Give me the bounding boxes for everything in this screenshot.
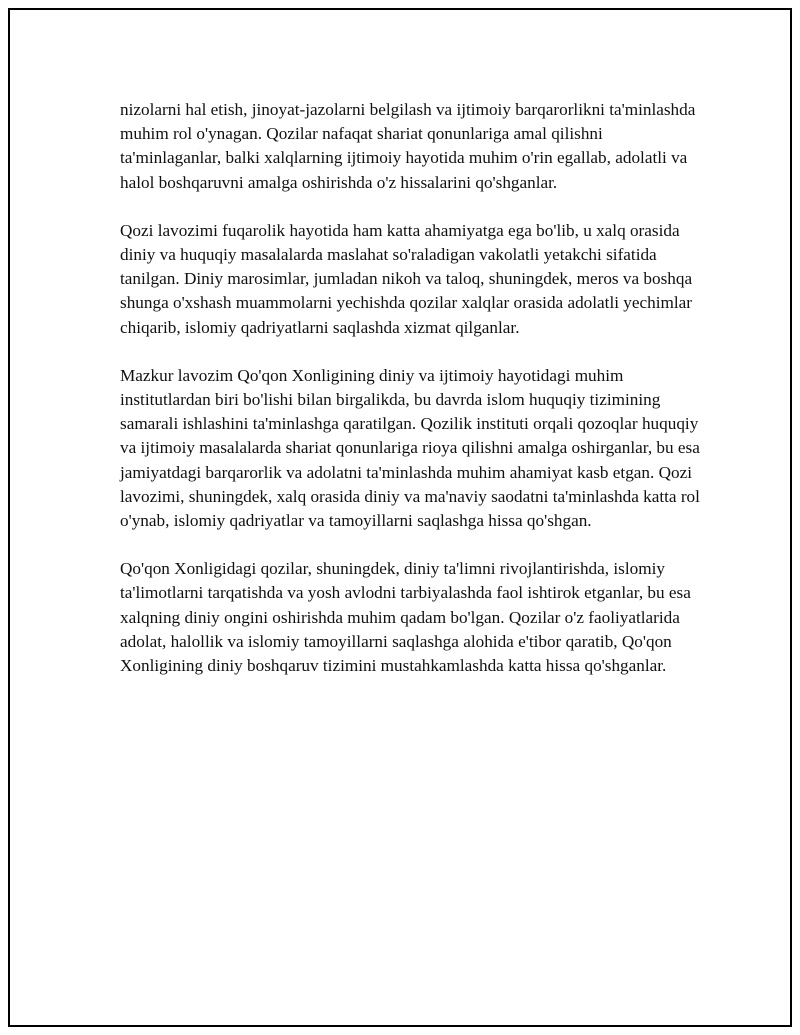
document-body (120, 98, 700, 702)
paragraph-4: Qo'qon Xonligidagi qozilar, shuningdek, diniy ta'limni rivojlantirishda, islomiy ta'limotlarni tarqatishda va yosh avlodni tarbiyalashda faol ishtirok etganlar, bu esa xalqning diniy ongini oshirishda muhim qadam bo'lgan. Qozilar o'z faoliyatlarida adolat, halollik va islomiy tamoyillarni saqlashga alohida e'tibor qaratib, Qo'qon Xonligining diniy boshqaruv tizimini mustahkamlashda katta hissa qo'shganlar. (120, 559, 691, 676)
paragraph-3: Mazkur lavozim Qo'qon Xonligining diniy va ijtimoiy hayotidagi muhim institutlardan biri bo'lishi bilan birgalikda, bu davrda islom huquqiy tizimining samarali ishlashini ta'minlashga qaratilgan. Qozilik instituti orqali qozoqlar huquqiy va ijtimoiy masalalarda shariat qonunlariga rioya qilishni amalga oshirganlar, bu esa jamiyatdagi barqarorlik va adolatni ta'minlashda muhim ahamiyat kasb etgan. Qozi lavozimi, shuningdek, xalq orasida diniy va ma'naviy saodatni ta'minlashda katta rol o'ynab, islomiy qadriyatlar va tamoyillarni saqlashga hissa qo'shgan. (120, 365, 700, 531)
document-page (8, 8, 792, 1027)
paragraph-1: nizolarni hal etish, jinoyat-jazolarni belgilash va ijtimoiy barqarorlikni ta'minlashda muhim rol o'ynagan. Qozilar nafaqat shariat qonunlariga amal qilishni ta'minlaganlar, balki xalqlarning ijtimoiy hayotida muhim o'rin egallab, adolatli va halol boshqaruvni amalga oshirishda o'z hissalarini qo'shganlar. (120, 100, 696, 192)
paragraph-2: Qozi lavozimi fuqarolik hayotida ham katta ahamiyatga ega bo'lib, u xalq orasida diniy va huquqiy masalalarda maslahat so'raladigan vakolatli yetakchi sifatida tanilgan. Diniy marosimlar, jumladan nikoh va taloq, shuningdek, meros va boshqa shunga o'xshash muammolarni yechishda qozilar xalqlar orasida adolatli yechimlar chiqarib, islomiy qadriyatlarni saqlashda xizmat qilganlar. (120, 220, 693, 337)
